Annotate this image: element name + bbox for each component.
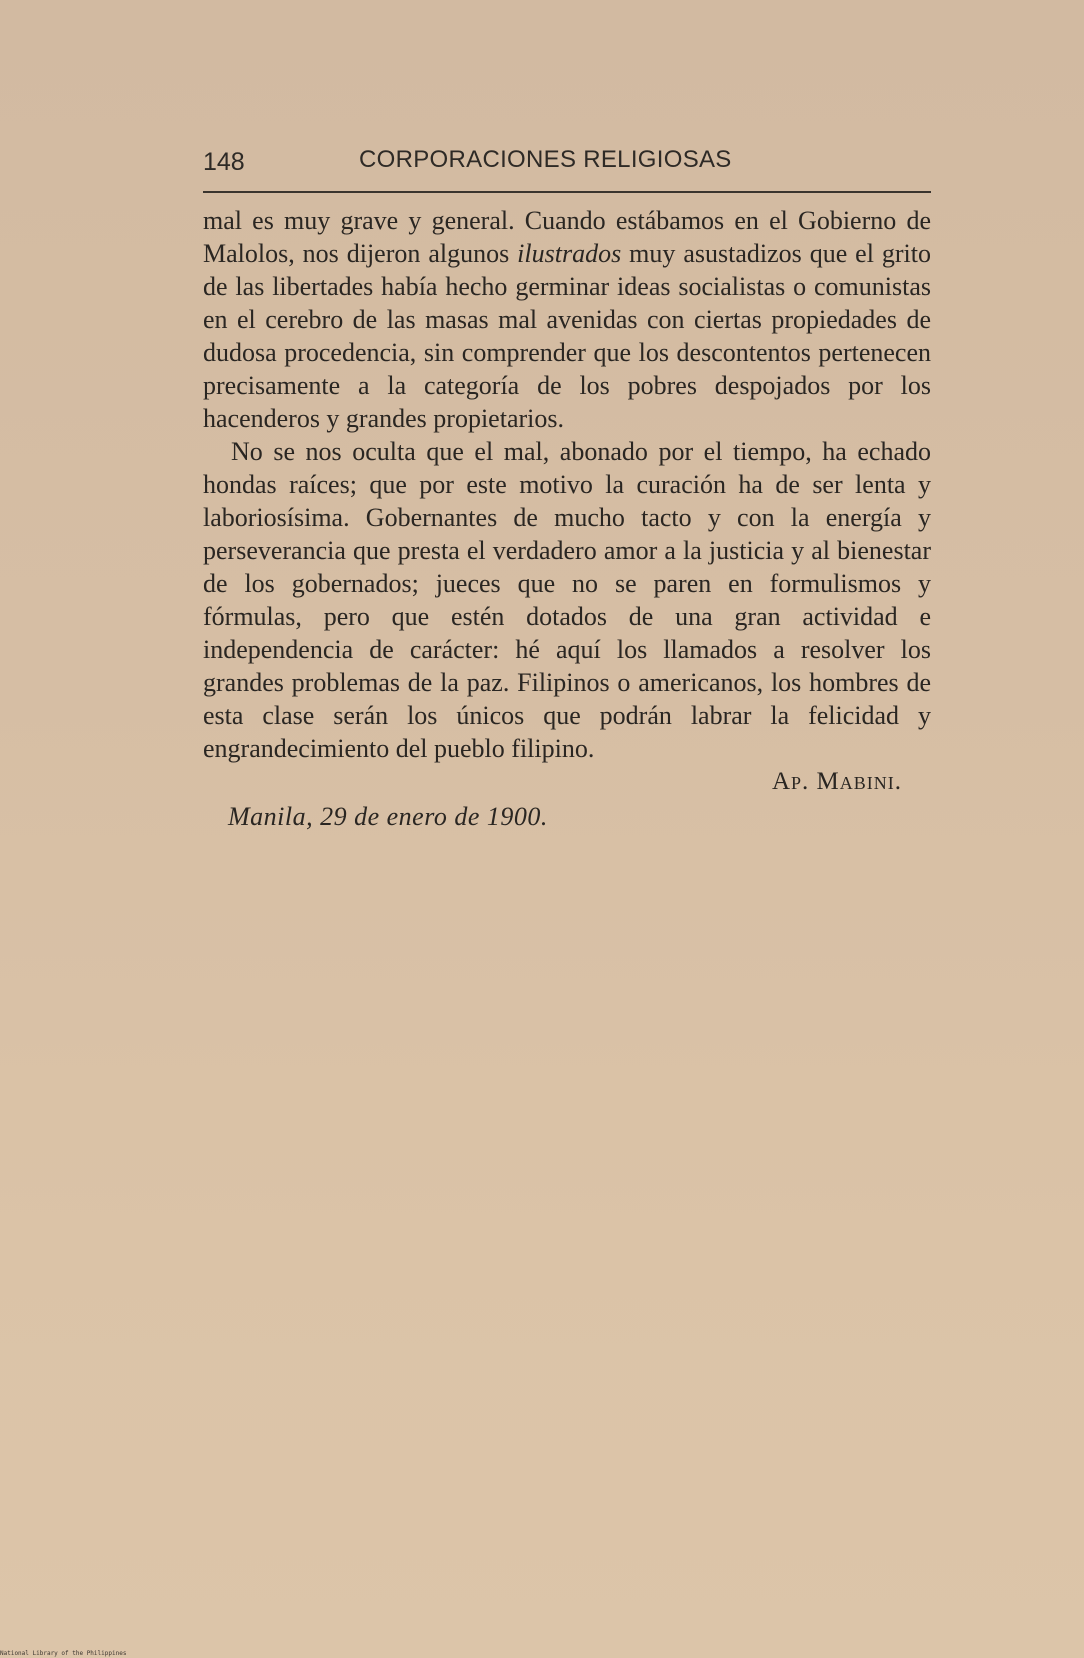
paragraph-1 <box>203 204 931 435</box>
paragraph-2: No se nos oculta que el mal, abonado por el tiempo, ha echado hondas raíces; que por este motivo la curación ha de ser lenta y laboriosísima. Gobernantes de mucho tacto y con la energía y perseverancia que presta el verdadero amor a la justicia y al bienestar de los gobernados; jueces que no se paren en formulismos y fórmulas, pero que estén dotados de una gran actividad e independencia de carácter: hé aquí los llamados a resolver los grandes problemas de la paz. Filipinos o americanos, los hombres de esta clase serán los únicos que podrán labrar la felicidad y engrandecimiento del pueblo filipino. <box>203 437 931 763</box>
page-header <box>203 140 931 180</box>
page-number: 148 <box>203 148 245 176</box>
paragraph-1-text-b: muy asustadizos que el grito de las libertades había hecho germinar ideas socialistas o comunistas en el cerebro de las masas mal avenidas con ciertas propiedades de dudosa procedencia, sin comprender que los descontentos pertenecen precisamente a la categoría de los pobres despojados por los hacenderos y grandes propietarios. <box>203 239 931 433</box>
main-text <box>203 204 931 765</box>
running-head: CORPORACIONES RELIGIOSAS <box>359 146 732 173</box>
paragraph-1-italic-word: ilustrados <box>517 239 622 268</box>
author-signature: Ap. Mabini. <box>771 768 902 795</box>
dateline: Manila, 29 de enero de 1900. <box>228 802 548 831</box>
paragraph-1-text-a: mal es muy grave y general. Cuando estábamos en el Gobierno de Malolos, nos dijeron algunos <box>203 206 931 268</box>
scan-credit: National Library of the Philippines <box>0 1650 127 1657</box>
header-rule <box>203 191 931 193</box>
